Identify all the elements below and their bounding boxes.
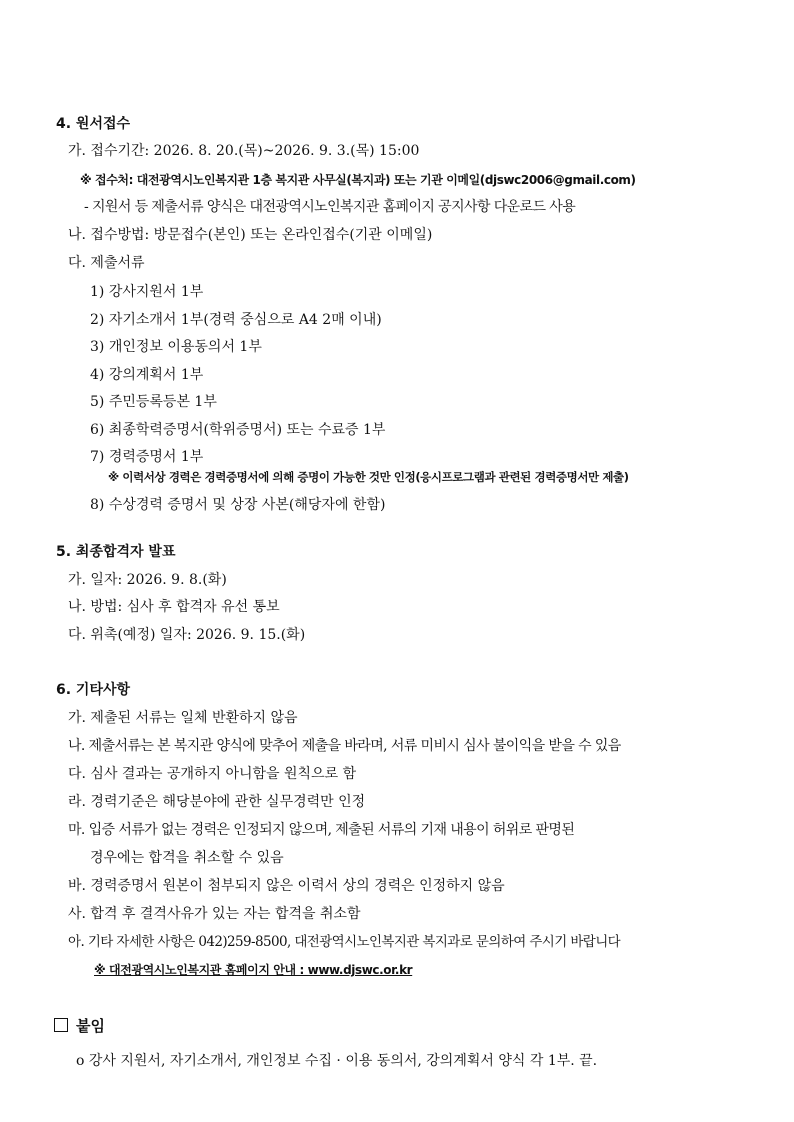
receipt-period: 가. 접수기간: 2026. 8. 20.(목)~2026. 9. 3.(목) 15:00 xyxy=(68,143,420,159)
homepage-link[interactable]: ※ 대전광역시노인복지관 홈페이지 안내 : www.djswc.or.kr xyxy=(94,963,413,977)
announcement-item: 가. 일자: 2026. 9. 8.(화) xyxy=(68,572,227,588)
misc-item-continued: 경우에는 합격을 취소할 수 있음 xyxy=(90,850,284,866)
attachment-text: o 강사 지원서, 자기소개서, 개인정보 수집 · 이용 동의서, 강의계획서 양식 각 1부. 끝. xyxy=(76,1053,598,1069)
checkbox-square-icon xyxy=(54,1018,68,1032)
misc-item: 라. 경력기준은 해당분야에 관한 실무경력만 인정 xyxy=(68,794,366,810)
announcement-item: 다. 위촉(예정) 일자: 2026. 9. 15.(화) xyxy=(68,627,306,643)
misc-item: 아. 기타 자세한 사항은 042)259-8500, 대전광역시노인복지관 복지과로 문의하여 주시기 바랍니다 xyxy=(68,934,621,950)
misc-item: 마. 입증 서류가 없는 경력은 인정되지 않으며, 제출된 서류의 기재 내용이 허위로 판명된 xyxy=(68,822,575,838)
document-item: 7) 경력증명서 1부 xyxy=(90,449,204,465)
section-6-heading: 6. 기타사항 xyxy=(56,682,131,698)
documents-title: 다. 제출서류 xyxy=(68,255,145,271)
document-item: 4) 강의계획서 1부 xyxy=(90,367,204,383)
document-item: 6) 최종학력증명서(학위증명서) 또는 수료증 1부 xyxy=(90,422,386,438)
misc-item: 바. 경력증명서 원본이 첨부되지 않은 이력서 상의 경력은 인정하지 않음 xyxy=(68,878,505,894)
receipt-method: 나. 접수방법: 방문접수(본인) 또는 온라인접수(기관 이메일) xyxy=(68,227,433,243)
misc-item: 나. 제출서류는 본 복지관 양식에 맞추어 제출을 바라며, 서류 미비시 심사 불이익을 받을 수 있음 xyxy=(68,738,621,754)
document-item: 2) 자기소개서 1부(경력 중심으로 A4 2매 이내) xyxy=(90,312,382,328)
announcement-item: 나. 방법: 심사 후 합격자 유선 통보 xyxy=(68,599,280,615)
attachment-heading xyxy=(54,1017,105,1035)
section-5-heading: 5. 최종합격자 발표 xyxy=(56,544,176,560)
attachment-heading-label: 붙임 xyxy=(76,1017,105,1035)
forms-download-note: - 지원서 등 제출서류 양식은 대전광역시노인복지관 홈페이지 공지사항 다운로드 사용 xyxy=(84,199,576,215)
document-item: 8) 수상경력 증명서 및 상장 사본(해당자에 한함) xyxy=(90,497,386,513)
document-item: 3) 개인정보 이용동의서 1부 xyxy=(90,339,262,355)
career-note: ※ 이력서상 경력은 경력증명서에 의해 증명이 가능한 것만 인정(응시프로그램과 관련된 경력증명서만 제출) xyxy=(108,470,629,484)
receipt-place-note: ※ 접수처: 대전광역시노인복지관 1층 복지관 사무실(복지과) 또는 기관 이메일(djswc2006@gmail.com) xyxy=(80,173,636,187)
document-item: 5) 주민등록등본 1부 xyxy=(90,394,217,410)
document-item: 1) 강사지원서 1부 xyxy=(90,284,204,300)
misc-item: 가. 제출된 서류는 일체 반환하지 않음 xyxy=(68,710,298,726)
section-4-heading: 4. 원서접수 xyxy=(56,116,131,132)
misc-item: 다. 심사 결과는 공개하지 아니함을 원칙으로 함 xyxy=(68,766,357,782)
misc-item: 사. 합격 후 결격사유가 있는 자는 합격을 취소함 xyxy=(68,906,361,922)
